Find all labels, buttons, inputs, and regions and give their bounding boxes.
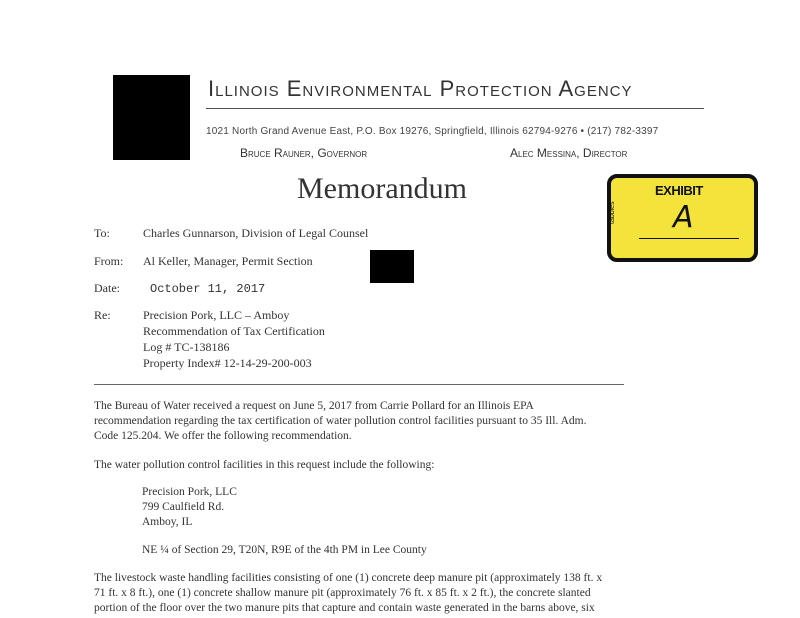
from-value: Al Keller, Manager, Permit Section	[143, 254, 313, 268]
redaction-box-signature	[370, 250, 414, 283]
date-label: Date:	[94, 281, 120, 295]
exhibit-sticker	[607, 174, 758, 262]
body-paragraph: The water pollution control facilities in this request include the following:	[94, 459, 435, 471]
exhibit-brand: tabbies	[609, 201, 616, 224]
exhibit-letter: A	[673, 200, 694, 235]
letterhead-rule	[206, 108, 704, 109]
facility-location: NE ¼ of Section 29, T20N, R9E of the 4th PM in Lee County	[142, 544, 427, 556]
body-paragraph-line: The Bureau of Water received a request on June 5, 2017 from Carrie Pollard for an Illinois EPA	[94, 400, 534, 412]
agency-address: 1021 North Grand Avenue East, P.O. Box 19276, Springfield, Illinois 62794-9276 • (217) 782-3397	[206, 126, 659, 137]
exhibit-underline	[639, 238, 739, 239]
exhibit-label: EXHIBIT	[655, 183, 703, 198]
facility-address-line: 799 Caulfield Rd.	[142, 501, 225, 513]
re-line: Property Index# 12-14-29-200-003	[143, 356, 312, 370]
from-label: From:	[94, 254, 124, 268]
facility-address-line: Precision Pork, LLC	[142, 486, 237, 498]
to-label: To:	[94, 226, 110, 240]
body-paragraph-line: Code 125.204. We offer the following recommendation.	[94, 430, 352, 442]
body-paragraph-line: The livestock waste handling facilities consisting of one (1) concrete deep manure pit (approximately 138 ft. x	[94, 572, 603, 584]
re-label: Re:	[94, 308, 111, 322]
re-line: Precision Pork, LLC – Amboy	[143, 308, 290, 322]
body-paragraph-line: portion of the floor over the two manure pits that capture and contain waste generated in the barns above, six	[94, 602, 595, 614]
date-value: October 11, 2017	[150, 282, 266, 296]
director-name: Alec Messina, Director	[510, 146, 628, 160]
re-line: Recommendation of Tax Certification	[143, 324, 325, 338]
body-paragraph-line: 71 ft. x 8 ft.), one (1) concrete shallow manure pit (approximately 76 ft. x 85 ft. x 2 ft.), the concrete slanted	[94, 587, 591, 599]
re-line: Log # TC-138186	[143, 340, 230, 354]
body-paragraph-line: recommendation regarding the tax certification of water pollution control facilities pursuant to 35 Ill. Adm.	[94, 415, 587, 427]
redaction-box-logo	[113, 75, 190, 160]
to-value: Charles Gunnarson, Division of Legal Counsel	[143, 226, 369, 240]
memo-title: Memorandum	[297, 172, 467, 205]
header-divider	[94, 384, 624, 385]
agency-name: Illinois Environmental Protection Agency	[208, 76, 633, 101]
governor-name: Bruce Rauner, Governor	[240, 146, 368, 160]
facility-address-line: Amboy, IL	[142, 516, 193, 528]
